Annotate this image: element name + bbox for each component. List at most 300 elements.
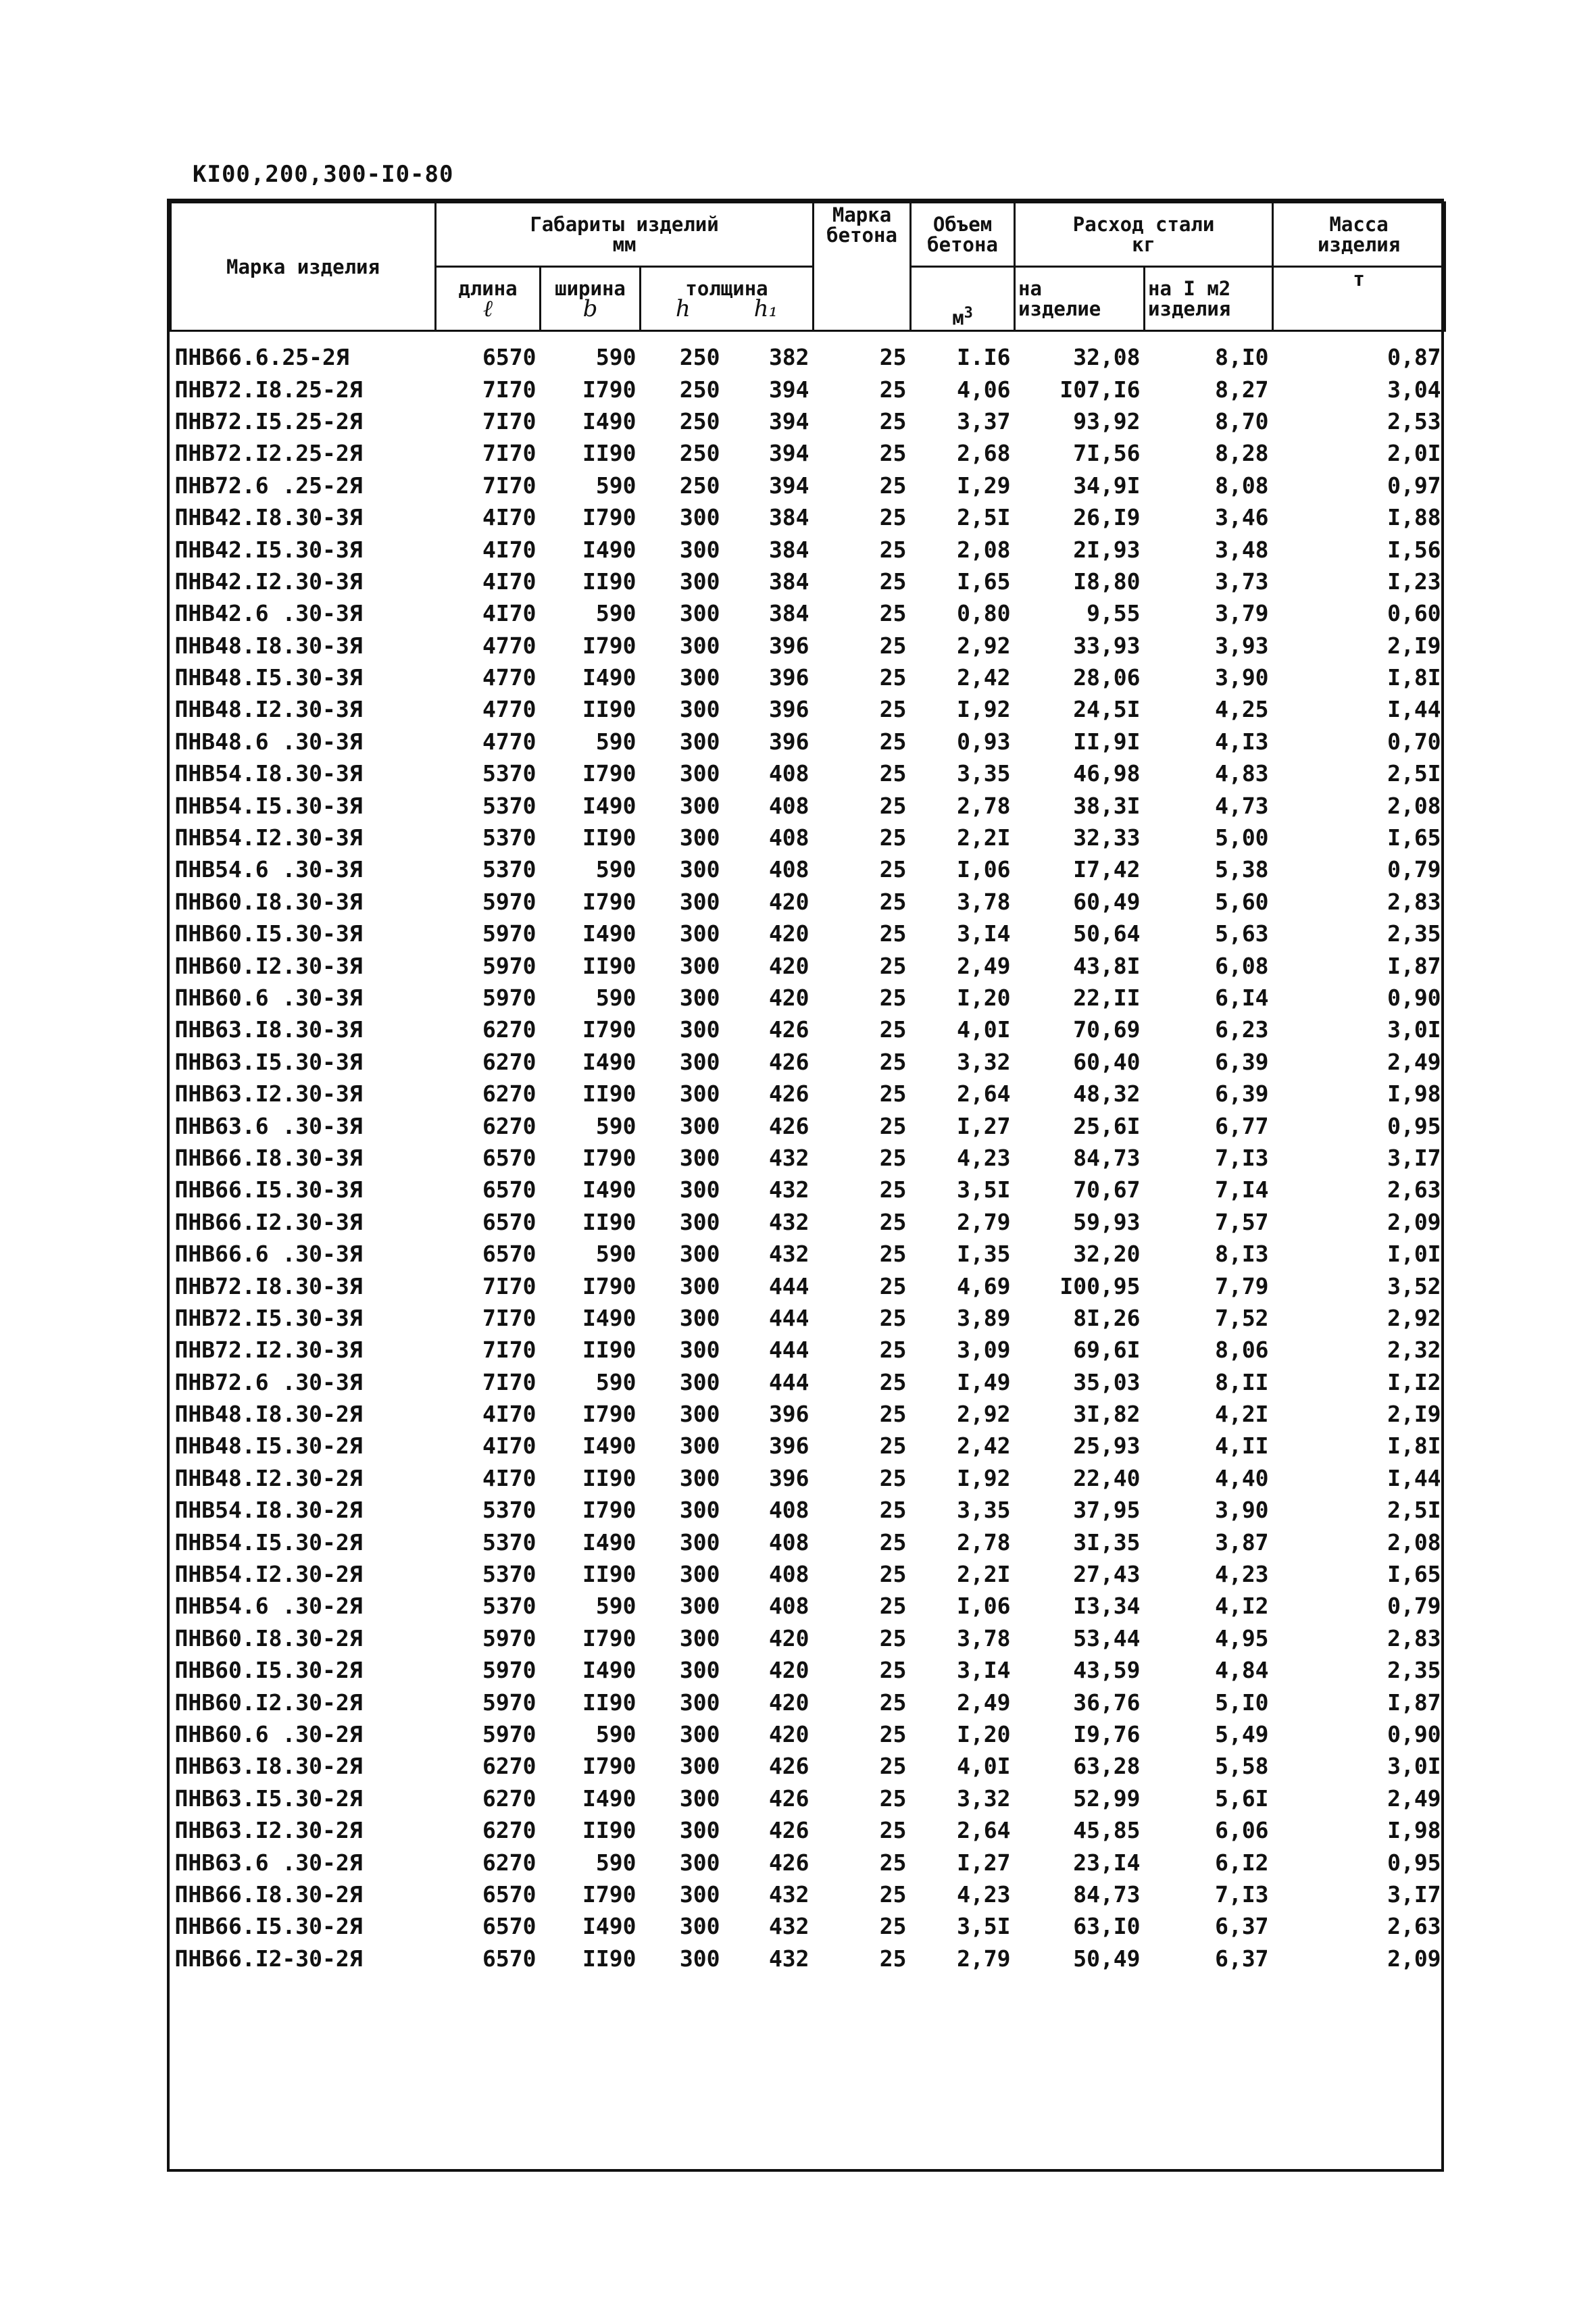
cell-length: 4I70 [482,600,537,627]
cell-width: II90 [582,1689,637,1716]
cell-steel-per-m2: 4,40 [1215,1464,1269,1491]
cell-product-mark: ПНВ63.6 .30-2Я [174,1849,363,1876]
cell-steel-per-product: 28,06 [1073,664,1141,691]
header-steel-consumption: Расход стали кг [1015,203,1273,267]
table-row [171,1750,1445,1782]
cell-width: I790 [582,1753,637,1780]
cell-thickness-h: 300 [679,1401,720,1428]
cell-mass: 2,35 [1387,1657,1441,1684]
table-row [171,949,1445,981]
table-row [171,405,1445,437]
cell-steel-per-m2: 8,II [1215,1368,1269,1395]
cell-length: 4I70 [482,1401,537,1428]
cell-thickness-h: 250 [679,376,720,403]
cell-product-mark: ПНВ54.I5.30-3Я [174,792,363,819]
cell-width: I490 [582,1304,637,1331]
cell-thickness-h: 300 [679,952,720,979]
cell-width: I790 [582,1016,637,1043]
cell-thickness-h1: 432 [768,1144,809,1171]
cell-length: 5370 [482,856,537,883]
cell-steel-per-product: II,9I [1073,728,1141,755]
cell-thickness-h: 300 [679,728,720,755]
cell-thickness-h1: 426 [768,1048,809,1075]
cell-product-mark: ПНВ66.I8.30-2Я [174,1881,363,1908]
cell-length: 5970 [482,888,537,915]
cell-concrete-grade: 25 [879,1368,907,1395]
cell-width: I790 [582,760,637,787]
cell-mass: I,87 [1387,1689,1441,1716]
cell-steel-per-product: I00,95 [1059,1272,1141,1299]
cell-steel-per-product: 70,67 [1073,1176,1141,1203]
cell-steel-per-m2: 8,27 [1215,376,1269,403]
cell-concrete-grade: 25 [879,1817,907,1844]
cell-steel-per-m2: 6,77 [1215,1112,1269,1139]
cell-width: I790 [582,1881,637,1908]
cell-concrete-volume: 2,78 [957,1528,1011,1555]
cell-concrete-grade: 25 [879,472,907,499]
cell-width: 590 [595,472,637,499]
cell-concrete-volume: 2,42 [957,664,1011,691]
cell-product-mark: ПНВ42.I5.30-3Я [174,536,363,563]
cell-thickness-h: 300 [679,664,720,691]
cell-length: 7I70 [482,440,537,467]
cell-thickness-h1: 408 [768,760,809,787]
cell-steel-per-m2: 6,37 [1215,1913,1269,1940]
cell-product-mark: ПНВ66.I2-30-2Я [174,1945,363,1972]
cell-product-mark: ПНВ54.I2.30-2Я [174,1561,363,1588]
cell-product-mark: ПНВ63.6 .30-3Я [174,1112,363,1139]
cell-thickness-h: 300 [679,1913,720,1940]
cell-product-mark: ПНВ54.6 .30-2Я [174,1593,363,1620]
cell-product-mark: ПНВ48.I5.30-2Я [174,1433,363,1460]
table-row [171,1846,1445,1878]
cell-thickness-h: 300 [679,1048,720,1075]
cell-steel-per-m2: 6,I2 [1215,1849,1269,1876]
cell-product-mark: ПНВ63.I2.30-2Я [174,1817,363,1844]
cell-product-mark: ПНВ72.I8.25-2Я [174,376,363,403]
cell-product-mark: ПНВ60.6 .30-3Я [174,985,363,1011]
cell-concrete-volume: 2,08 [957,536,1011,563]
cell-length: 5370 [482,792,537,819]
cell-length: 5370 [482,1561,537,1588]
cell-steel-per-product: 84,73 [1073,1881,1141,1908]
product-spec-table [170,201,1446,1974]
cell-concrete-volume: I,92 [957,696,1011,723]
cell-product-mark: ПНВ54.I5.30-2Я [174,1528,363,1555]
cell-thickness-h1: 420 [768,985,809,1011]
cell-concrete-volume: 3,I4 [957,920,1011,947]
cell-thickness-h1: 420 [768,1624,809,1651]
cell-concrete-volume: 3,37 [957,407,1011,434]
table-row [171,982,1445,1014]
cell-thickness-h1: 384 [768,568,809,595]
table-row [171,1334,1445,1366]
table-row [171,1878,1445,1910]
cell-thickness-h: 300 [679,985,720,1011]
header-length [436,267,541,331]
cell-width: 590 [595,1368,637,1395]
cell-length: 6270 [482,1112,537,1139]
cell-mass: 3,52 [1387,1272,1441,1299]
cell-steel-per-m2: 8,I0 [1215,344,1269,371]
cell-thickness-h1: 426 [768,1849,809,1876]
cell-concrete-volume: I,20 [957,1720,1011,1747]
cell-width: 590 [595,1241,637,1268]
header-concrete-grade: Марка бетона [814,203,911,331]
cell-concrete-volume: I,20 [957,985,1011,1011]
cell-concrete-grade: 25 [879,440,907,467]
cell-width: I490 [582,1657,637,1684]
cell-mass: 0,90 [1387,985,1441,1011]
cell-steel-per-product: 93,92 [1073,407,1141,434]
table-row [171,757,1445,789]
cell-steel-per-m2: 6,23 [1215,1016,1269,1043]
cell-steel-per-m2: 4,95 [1215,1624,1269,1651]
cell-mass: 2,08 [1387,1528,1441,1555]
cell-steel-per-product: 32,20 [1073,1241,1141,1268]
cell-concrete-volume: I,35 [957,1241,1011,1268]
cell-width: I490 [582,1528,637,1555]
cell-steel-per-m2: 6,I4 [1215,985,1269,1011]
cell-length: 7I70 [482,1368,537,1395]
cell-mass: 3,04 [1387,376,1441,403]
cell-thickness-h1: 408 [768,1561,809,1588]
header-concrete-volume: Объем бетона [911,203,1015,267]
cell-steel-per-product: I07,I6 [1059,376,1141,403]
cell-concrete-volume: 3,32 [957,1048,1011,1075]
cell-width: 590 [595,728,637,755]
cell-concrete-volume: 4,23 [957,1144,1011,1171]
cell-concrete-volume: I,27 [957,1849,1011,1876]
cell-thickness-h: 300 [679,1817,720,1844]
cell-thickness-h: 300 [679,1881,720,1908]
cell-thickness-h1: 408 [768,1497,809,1524]
cell-length: 6570 [482,1881,537,1908]
cell-steel-per-m2: 4,2I [1215,1401,1269,1428]
cell-width: I490 [582,1785,637,1812]
cell-length: 4770 [482,728,537,755]
cell-steel-per-m2: 8,I3 [1215,1241,1269,1268]
cell-steel-per-product: 8I,26 [1073,1304,1141,1331]
cell-concrete-volume: 2,64 [957,1080,1011,1107]
cell-concrete-grade: 25 [879,1689,907,1716]
header-thickness-symbol-h1: h₁ [753,295,778,322]
header-product-mark: Марка изделия [171,203,436,331]
cell-concrete-grade: 25 [879,407,907,434]
table-row [171,533,1445,565]
cell-width: I790 [582,632,637,659]
cell-thickness-h1: 432 [768,1241,809,1268]
cell-concrete-grade: 25 [879,985,907,1011]
cell-thickness-h1: 384 [768,600,809,627]
cell-mass: 2,I9 [1387,632,1441,659]
cell-product-mark: ПНВ48.I8.30-2Я [174,1401,363,1428]
cell-thickness-h: 300 [679,856,720,883]
cell-steel-per-product: 25,6I [1073,1112,1141,1139]
cell-concrete-volume: 0,93 [957,728,1011,755]
table-row [171,1814,1445,1846]
table-row [171,789,1445,821]
cell-steel-per-m2: 8,08 [1215,472,1269,499]
table-row [171,662,1445,693]
cell-length: 7I70 [482,472,537,499]
cell-mass: I,0I [1387,1241,1441,1268]
cell-concrete-grade: 25 [879,1945,907,1972]
cell-thickness-h1: 426 [768,1785,809,1812]
table-row [171,1654,1445,1686]
cell-concrete-grade: 25 [879,696,907,723]
cell-concrete-grade: 25 [879,1881,907,1908]
table-row [171,1302,1445,1334]
cell-steel-per-product: 46,98 [1073,760,1141,787]
cell-mass: 2,83 [1387,1624,1441,1651]
cell-steel-per-product: 43,59 [1073,1657,1141,1684]
cell-thickness-h: 300 [679,1272,720,1299]
cell-width: I790 [582,1272,637,1299]
cell-concrete-volume: 3,09 [957,1337,1011,1364]
cell-concrete-grade: 25 [879,728,907,755]
cell-concrete-grade: 25 [879,376,907,403]
header-thickness-symbol-h: h [675,295,691,322]
cell-thickness-h1: 408 [768,824,809,851]
cell-thickness-h1: 408 [768,856,809,883]
header-width-label: ширина [555,277,626,300]
cell-steel-per-m2: 6,39 [1215,1048,1269,1075]
cell-concrete-volume: 4,0I [957,1753,1011,1780]
header-width [541,267,641,331]
cell-product-mark: ПНВ54.I2.30-3Я [174,824,363,851]
cell-concrete-volume: 2,49 [957,1689,1011,1716]
cell-width: I790 [582,1144,637,1171]
cell-thickness-h: 300 [679,824,720,851]
cell-product-mark: ПНВ63.I8.30-3Я [174,1016,363,1043]
cell-concrete-volume: I.I6 [957,344,1011,371]
cell-concrete-volume: I,92 [957,1464,1011,1491]
cell-thickness-h: 300 [679,920,720,947]
cell-width: 590 [595,985,637,1011]
cell-thickness-h: 300 [679,1368,720,1395]
cell-steel-per-m2: 7,79 [1215,1272,1269,1299]
cell-product-mark: ПНВ48.I2.30-2Я [174,1464,363,1491]
cell-product-mark: ПНВ48.I8.30-3Я [174,632,363,659]
cell-product-mark: ПНВ66.6 .30-3Я [174,1241,363,1268]
cell-width: II90 [582,1464,637,1491]
cell-mass: 2,08 [1387,792,1441,819]
cell-steel-per-product: 26,I9 [1073,504,1141,531]
cell-steel-per-m2: 3,46 [1215,504,1269,531]
cell-concrete-grade: 25 [879,952,907,979]
cell-mass: 2,I9 [1387,1401,1441,1428]
cell-width: 590 [595,856,637,883]
cell-mass: I,98 [1387,1080,1441,1107]
cell-length: 5370 [482,1528,537,1555]
cell-width: I490 [582,1048,637,1075]
cell-steel-per-product: 32,33 [1073,824,1141,851]
cell-width: II90 [582,696,637,723]
cell-thickness-h: 300 [679,1624,720,1651]
cell-length: 5970 [482,985,537,1011]
cell-thickness-h: 300 [679,1561,720,1588]
cell-concrete-volume: 3,35 [957,1497,1011,1524]
cell-width: I490 [582,920,637,947]
cell-steel-per-product: 3I,82 [1073,1401,1141,1428]
table-row [171,886,1445,918]
cell-thickness-h: 300 [679,600,720,627]
cell-thickness-h: 250 [679,440,720,467]
cell-concrete-volume: I,29 [957,472,1011,499]
cell-steel-per-m2: 5,6I [1215,1785,1269,1812]
header-length-label: длина [458,277,518,300]
cell-concrete-volume: 2,42 [957,1433,1011,1460]
table-row [171,1238,1445,1270]
cell-steel-per-m2: 4,73 [1215,792,1269,819]
cell-length: 5970 [482,1657,537,1684]
cell-steel-per-m2: 4,I3 [1215,728,1269,755]
cell-thickness-h: 300 [679,1497,720,1524]
cell-concrete-grade: 25 [879,1080,907,1107]
table-row [171,822,1445,853]
cell-product-mark: ПНВ72.I8.30-3Я [174,1272,363,1299]
cell-concrete-grade: 25 [879,1720,907,1747]
cell-thickness-h1: 432 [768,1945,809,1972]
table-row [171,1622,1445,1654]
cell-steel-per-product: 35,03 [1073,1368,1141,1395]
cell-mass: 3,I7 [1387,1881,1441,1908]
cell-product-mark: ПНВ60.6 .30-2Я [174,1720,363,1747]
cell-width: I490 [582,664,637,691]
cell-steel-per-m2: 4,83 [1215,760,1269,787]
cell-concrete-volume: 0,80 [957,600,1011,627]
table-row [171,1494,1445,1526]
cell-mass: 2,92 [1387,1304,1441,1331]
cell-thickness-h: 300 [679,536,720,563]
cell-mass: 3,I7 [1387,1144,1441,1171]
cell-product-mark: ПНВ63.I8.30-2Я [174,1753,363,1780]
cell-steel-per-product: 9,55 [1087,600,1141,627]
cell-product-mark: ПНВ66.I5.30-2Я [174,1913,363,1940]
cell-steel-per-product: I3,34 [1073,1593,1141,1620]
cell-thickness-h: 300 [679,1304,720,1331]
cell-length: 6270 [482,1849,537,1876]
cell-concrete-volume: 4,69 [957,1272,1011,1299]
cell-width: I490 [582,1913,637,1940]
cell-steel-per-product: 59,93 [1073,1208,1141,1235]
cell-length: 6270 [482,1080,537,1107]
cell-length: 4I70 [482,1433,537,1460]
cell-length: 6270 [482,1048,537,1075]
cell-steel-per-m2: 8,70 [1215,407,1269,434]
cell-thickness-h: 300 [679,1464,720,1491]
cell-product-mark: ПНВ60.I5.30-2Я [174,1657,363,1684]
cell-steel-per-m2: 5,00 [1215,824,1269,851]
cell-mass: 0,95 [1387,1849,1441,1876]
cell-mass: 0,79 [1387,856,1441,883]
cell-thickness-h1: 396 [768,728,809,755]
cell-width: 590 [595,1849,637,1876]
cell-steel-per-product: 45,85 [1073,1817,1141,1844]
cell-concrete-grade: 25 [879,760,907,787]
table-row [171,1206,1445,1238]
table-row [171,1046,1445,1078]
cell-concrete-volume: 3,89 [957,1304,1011,1331]
cell-steel-per-m2: 3,90 [1215,1497,1269,1524]
cell-concrete-volume: I,49 [957,1368,1011,1395]
document-code: КI00,200,300-I0-80 [193,161,454,188]
cell-steel-per-product: 34,9I [1073,472,1141,499]
table-row [171,1943,1445,1974]
cell-width: II90 [582,1561,637,1588]
cell-steel-per-product: 60,49 [1073,888,1141,915]
table-row [171,1366,1445,1398]
cell-concrete-volume: 3,5I [957,1913,1011,1940]
cell-steel-per-product: 25,93 [1073,1433,1141,1460]
cell-concrete-grade: 25 [879,1849,907,1876]
cell-width: II90 [582,1817,637,1844]
table-row [171,1430,1445,1462]
cell-concrete-volume: 2,2I [957,1561,1011,1588]
cell-steel-per-product: 22,II [1073,985,1141,1011]
cell-width: I790 [582,504,637,531]
cell-mass: 2,53 [1387,407,1441,434]
cell-thickness-h1: 394 [768,472,809,499]
cell-length: 6570 [482,1208,537,1235]
cell-length: 6570 [482,1144,537,1171]
cell-product-mark: ПНВ60.I2.30-2Я [174,1689,363,1716]
cell-length: 4I70 [482,568,537,595]
cell-length: 4770 [482,696,537,723]
cell-steel-per-product: 53,44 [1073,1624,1141,1651]
cell-mass: 2,5I [1387,1497,1441,1524]
table-row [171,1718,1445,1750]
header-width-symbol: b [582,295,598,322]
cell-thickness-h1: 426 [768,1080,809,1107]
cell-concrete-grade: 25 [879,632,907,659]
cell-thickness-h1: 408 [768,1593,809,1620]
cell-mass: I,98 [1387,1817,1441,1844]
header-per-product: на изделие [1015,267,1145,331]
cell-steel-per-product: 48,32 [1073,1080,1141,1107]
cell-concrete-grade: 25 [879,792,907,819]
cell-thickness-h: 300 [679,632,720,659]
header-length-symbol: ℓ [482,295,493,322]
cell-steel-per-m2: 4,II [1215,1433,1269,1460]
cell-product-mark: ПНВ66.I5.30-3Я [174,1176,363,1203]
cell-concrete-volume: I,06 [957,1593,1011,1620]
cell-product-mark: ПНВ72.I5.30-3Я [174,1304,363,1331]
cell-thickness-h1: 396 [768,1433,809,1460]
cell-length: 5370 [482,824,537,851]
cell-concrete-grade: 25 [879,1144,907,1171]
cell-concrete-grade: 25 [879,1112,907,1139]
cell-mass: 2,49 [1387,1785,1441,1812]
cell-length: 4I70 [482,1464,537,1491]
cell-length: 5370 [482,1497,537,1524]
cell-thickness-h: 300 [679,1080,720,1107]
table-row [171,1270,1445,1301]
table-row [171,918,1445,949]
cell-mass: I,65 [1387,824,1441,851]
cell-thickness-h1: 432 [768,1881,809,1908]
cell-steel-per-product: 7I,56 [1073,440,1141,467]
cell-concrete-grade: 25 [879,1048,907,1075]
cell-steel-per-product: 38,3I [1073,792,1141,819]
header-dimensions: Габариты изделий мм [436,203,814,267]
cell-steel-per-product: I9,76 [1073,1720,1141,1747]
cell-concrete-grade: 25 [879,1657,907,1684]
header-volume-unit [911,267,1015,331]
cell-length: 5370 [482,1593,537,1620]
cell-thickness-h1: 444 [768,1272,809,1299]
